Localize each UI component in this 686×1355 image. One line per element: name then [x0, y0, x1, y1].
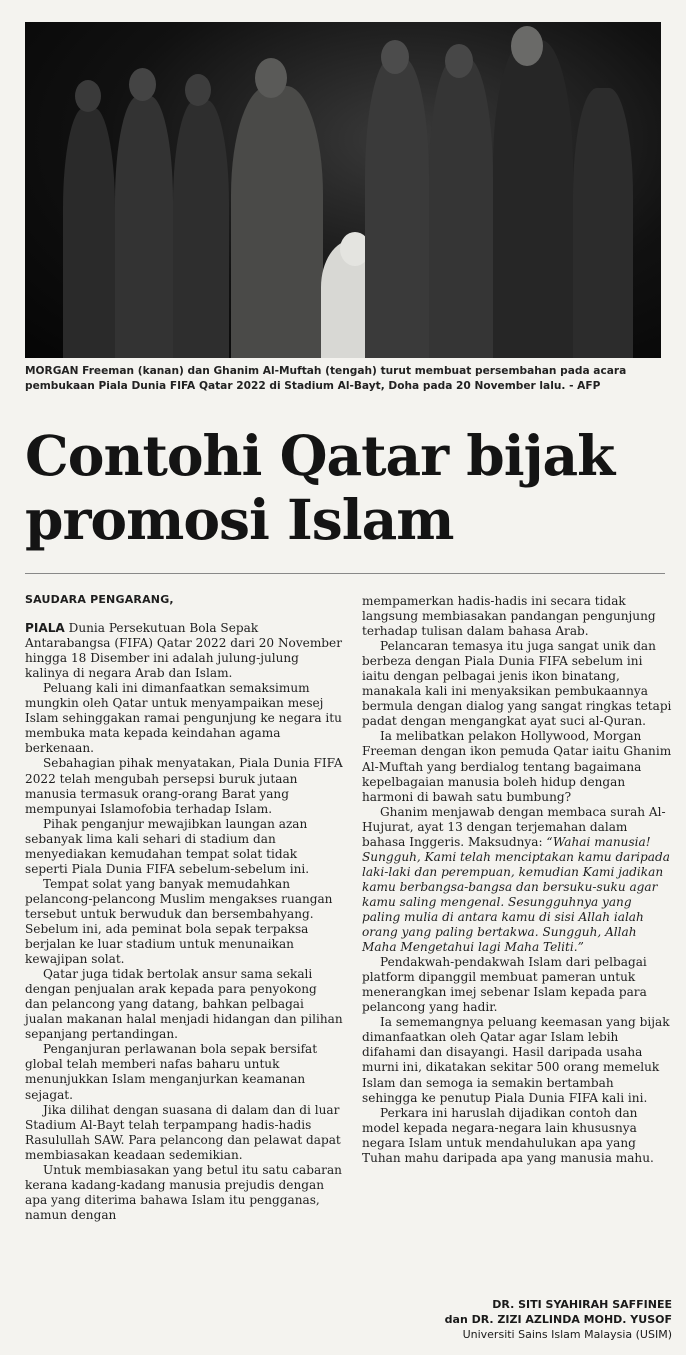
- paragraph: [362, 805, 672, 955]
- paragraph: Jika dilihat dengan suasana di dalam dan di luar Stadium Al-Bayt telah terpampang hadis-hadis Rasulullah SAW. Para pelancong dan pelawat dapat membiasakan keadaan sedemikian.: [25, 1102, 341, 1162]
- performer-figure: [573, 88, 633, 358]
- performer-figure: [173, 100, 229, 358]
- article-column-right: [362, 594, 672, 1166]
- photo-caption: MORGAN Freeman (kanan) dan Ghanim Al-Muftah (tengah) turut membuat persembahan pada acara pembukaan Piala Dunia FIFA Qatar 2022 di Stadium Al-Bayt, Doha pada 20 November lalu. - AFP: [25, 365, 627, 392]
- paragraph: Tempat solat yang banyak memudahkan pelancong-pelancong Muslim mengakses ruangan tersebut untuk berwuduk dan bersembahyang. Sebelum ini, ada peminat bola sepak terpaksa berjalan ke luar stadium untuk menunaikan kewajipan solat.: [25, 876, 333, 967]
- performer-figure: [493, 40, 573, 358]
- paragraph-text: Dunia Persekutuan Bola Sepak Antarabangsa (FIFA) Qatar 2022 dari 20 November hingga 18 Disember ini adalah julung-julung kalinya di negara Arab dan Islam.: [25, 621, 342, 681]
- performer-figure: [115, 96, 173, 358]
- performer-figure: [231, 86, 323, 358]
- paragraph: Peluang kali ini dimanfaatkan semaksimum mungkin oleh Qatar untuk menyampaikan mesej Islam sehinggakan ramai pengunjung ke negara itu membuka mata kepada keindahan agama berkenaan.: [25, 681, 342, 756]
- performer-head: [75, 80, 101, 112]
- paragraph: Pelancaran temasya itu juga sangat unik dan berbeza dengan Piala Dunia FIFA sebelum ini iaitu dengan pelbagai jenis ikon binatang, manakala kali ini menyaksikan pembukaannya bermula dengan dialog yang sangat ringkas tetapi padat dengan mengangkat ayat suci al-Quran.: [362, 639, 672, 729]
- paragraph: Untuk membiasakan yang betul itu satu cabaran kerana kadang-kadang manusia prejudis dengan apa yang diterima bahawa Islam itu pengganas, namun dengan: [25, 1162, 342, 1222]
- performer-head: [185, 74, 211, 106]
- performer-head: [129, 68, 156, 101]
- paragraph: Pendakwah-pendakwah Islam dari pelbagai platform dipanggil membuat pameran untuk menerangkan imej sebenar Islam kepada para pelancong yang hadir.: [362, 955, 647, 1015]
- paragraph-text: Ghanim menjawab dengan membaca surah Al-Hujurat, ayat 13 dengan terjemahan dalam bahasa Inggeris. Maksudnya:: [362, 804, 666, 849]
- paragraph: Pihak penganjur mewajibkan laungan azan sebanyak lima kali sehari di stadium dan menyediakan kemudahan tempat solat tidak seperti Piala Dunia FIFA sebelum-sebelum ini.: [25, 816, 310, 876]
- paragraph: Penganjuran perlawanan bola sepak bersifat global telah memberi nafas baharu untuk menunjukkan Islam menganjurkan keamanan sejagat.: [25, 1042, 318, 1102]
- article-column-left: [25, 592, 343, 1223]
- paragraph: Qatar juga tidak bertolak ansur sama sekali dengan penjualan arak kepada para penyokong dan pelancong yang datang, bahkan pelbagai jualan makanan halal menjadi hidangan dan pilihan sepanjang pertandingan.: [25, 967, 343, 1042]
- paragraph: Perkara ini haruslah dijadikan contoh dan model kepada negara-negara lain khususnya negara Islam untuk mendahulukan apa yang Tuhan mahu daripada apa yang manusia mahu.: [362, 1105, 654, 1165]
- author-name-1: DR. SITI SYAHIRAH SAFFINEE: [492, 1298, 672, 1311]
- author-signature: [445, 1297, 672, 1342]
- salutation: SAUDARA PENGARANG,: [25, 593, 174, 606]
- author-affiliation: Universiti Sains Islam Malaysia (USIM): [462, 1328, 672, 1341]
- performer-figure: [63, 108, 115, 358]
- paragraph: mempamerkan hadis-hadis ini secara tidak langsung membiasakan pandangan pengunjung terhadap tulisan dalam bahasa Arab.: [362, 594, 656, 639]
- paragraph: Ia sememangnya peluang keemasan yang bijak dimanfaatkan oleh Qatar agar Islam lebih difahami dan disayangi. Hasil daripada usaha murni ini, dikatakan sekitar 500 orang memeluk Islam dan semoga ia semakin bertambah sehingga ke penutup Piala Dunia FIFA kali ini.: [362, 1015, 670, 1105]
- divider: [25, 573, 665, 574]
- author-name-2: dan DR. ZIZI AZLINDA MOHD. YUSOF: [444, 1313, 672, 1326]
- performer-figure: [429, 58, 493, 358]
- performer-head: [511, 26, 543, 66]
- performer-figure: [365, 58, 429, 358]
- performer-head: [381, 40, 409, 74]
- lead-word: PIALA: [25, 621, 65, 636]
- headline-line-1: Contohi Qatar bijak: [25, 423, 615, 488]
- article-headline: [25, 424, 675, 552]
- paragraph: [25, 621, 343, 681]
- performer-head: [445, 44, 473, 78]
- headline-line-2: promosi Islam: [25, 487, 454, 552]
- paragraph: Ia melibatkan pelakon Hollywood, Morgan Freeman dengan ikon pemuda Qatar iaitu Ghanim Al-Muftah yang berdialog tentang bagaimana kepelbagaian manusia boleh hidup dengan harmoni di bawah satu bumbung?: [362, 729, 672, 804]
- quran-quote: “Wahai manusia! Sungguh, Kami telah menciptakan kamu daripada laki-laki dan perempuan, kemudian Kami jadikan kamu berbangsa-bangsa dan bersuku-suku agar kamu saling mengenal. Sesungguhnya yang paling mulia di antara kamu di sisi Allah ialah orang yang paling bertakwa. Sungguh, Allah Maha Mengetahui lagi Maha Teliti.”: [362, 834, 670, 955]
- article-photo: [25, 22, 661, 358]
- paragraph: Sebahagian pihak menyatakan, Piala Dunia FIFA 2022 telah mengubah persepsi buruk jutaan manusia termasuk orang-orang Barat yang mempunyai Islamofobia terhadap Islam.: [25, 756, 343, 816]
- performer-head: [255, 58, 287, 98]
